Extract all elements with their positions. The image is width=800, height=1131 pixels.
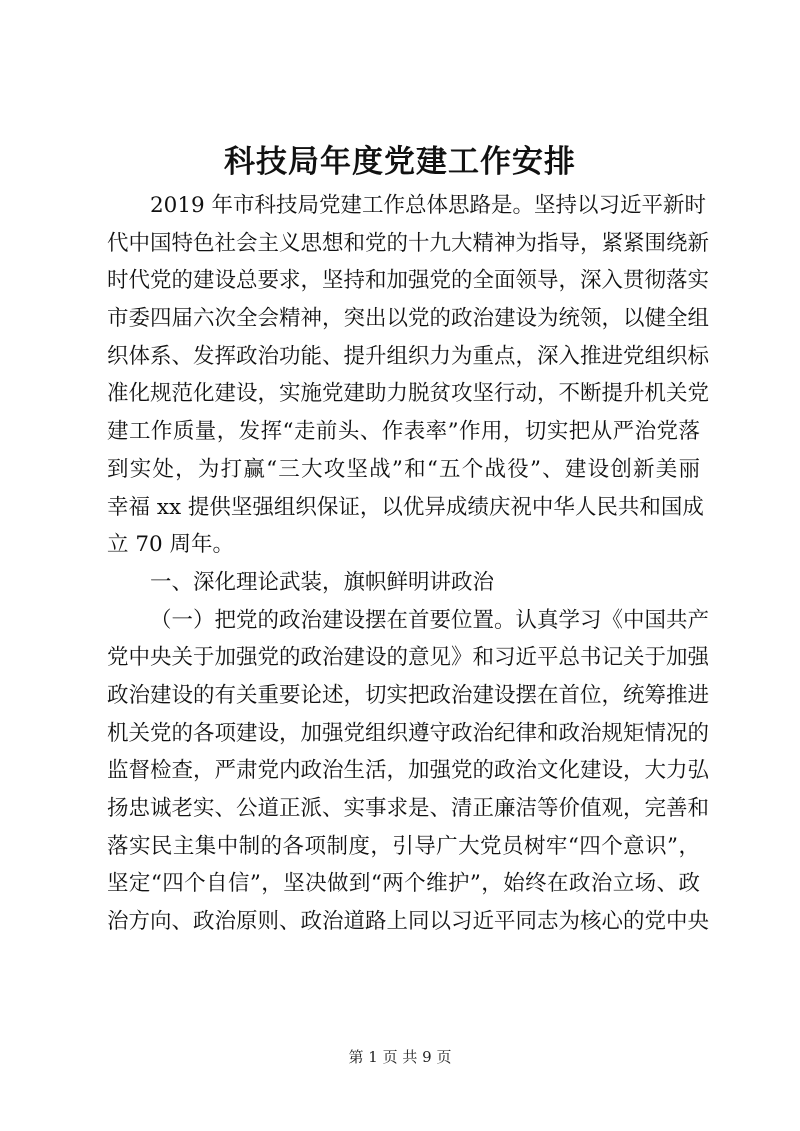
body-line-14: 政治建设的有关重要论述，切实把政治建设摆在首位，统筹推进 — [107, 682, 710, 708]
body-line-8: 到实处，为打赢“三大攻坚战”和“五个战役”、建设创新美丽 — [107, 456, 700, 482]
body-line-17: 扬忠诚老实、公道正派、实事求是、清正廉洁等价值观，完善和 — [107, 796, 710, 821]
body-line-5: 织体系、发挥政治功能、提升组织力为重点，深入推进党组织标 — [107, 343, 710, 369]
body-line-2: 代中国特色社会主义思想和党的十九大精神为指导，紧紧围绕新 — [107, 230, 710, 256]
body-line-18: 落实民主集中制的各项制度，引导广大党员树牢“四个意识”， — [107, 833, 700, 859]
body-line-19: 坚定“四个自信”，坚决做到“两个维护”，始终在政治立场、政 — [107, 871, 700, 897]
body-line-7: 建工作质量，发挥“走前头、作表率”作用，切实把从严治党落 — [107, 419, 700, 445]
body-line-6: 准化规范化建设，实施党建助力脱贫攻坚行动，不断提升机关党 — [107, 381, 710, 407]
body-line-12: （一）把党的政治建设摆在首要位置。认真学习《中国共产 — [150, 607, 710, 633]
document-body — [107, 187, 710, 941]
body-line-9: 幸福 xx 提供坚强组织保证，以优异成绩庆祝中华人民共和国成 — [107, 494, 704, 520]
body-line-16: 监督检查，严肃党内政治生活，加强党的政治文化建设，大力弘 — [107, 758, 710, 784]
page-number-footer: 第 1 页 共 9 页 — [348, 1048, 452, 1066]
section-heading-1: 一、深化理论武装，旗帜鲜明讲政治 — [150, 569, 495, 595]
body-line-1: 2019 年市科技局党建工作总体思路是。坚持以习近平新时 — [150, 193, 707, 218]
body-line-15: 机关党的各项建设，加强党组织遵守政治纪律和政治规矩情况的 — [107, 720, 710, 746]
document-title: 科技局年度党建工作安排 — [224, 144, 576, 180]
body-line-4: 市委四届六次全会精神，突出以党的政治建设为统领，以健全组 — [107, 306, 710, 332]
body-line-3: 时代党的建设总要求，坚持和加强党的全面领导，深入贯彻落实 — [107, 268, 710, 294]
body-line-20: 治方向、政治原则、政治道路上同以习近平同志为核心的党中央 — [107, 909, 710, 935]
body-line-10: 立 70 周年。 — [107, 532, 235, 558]
body-line-13: 党中央关于加强党的政治建设的意见》和习近平总书记关于加强 — [107, 645, 710, 671]
